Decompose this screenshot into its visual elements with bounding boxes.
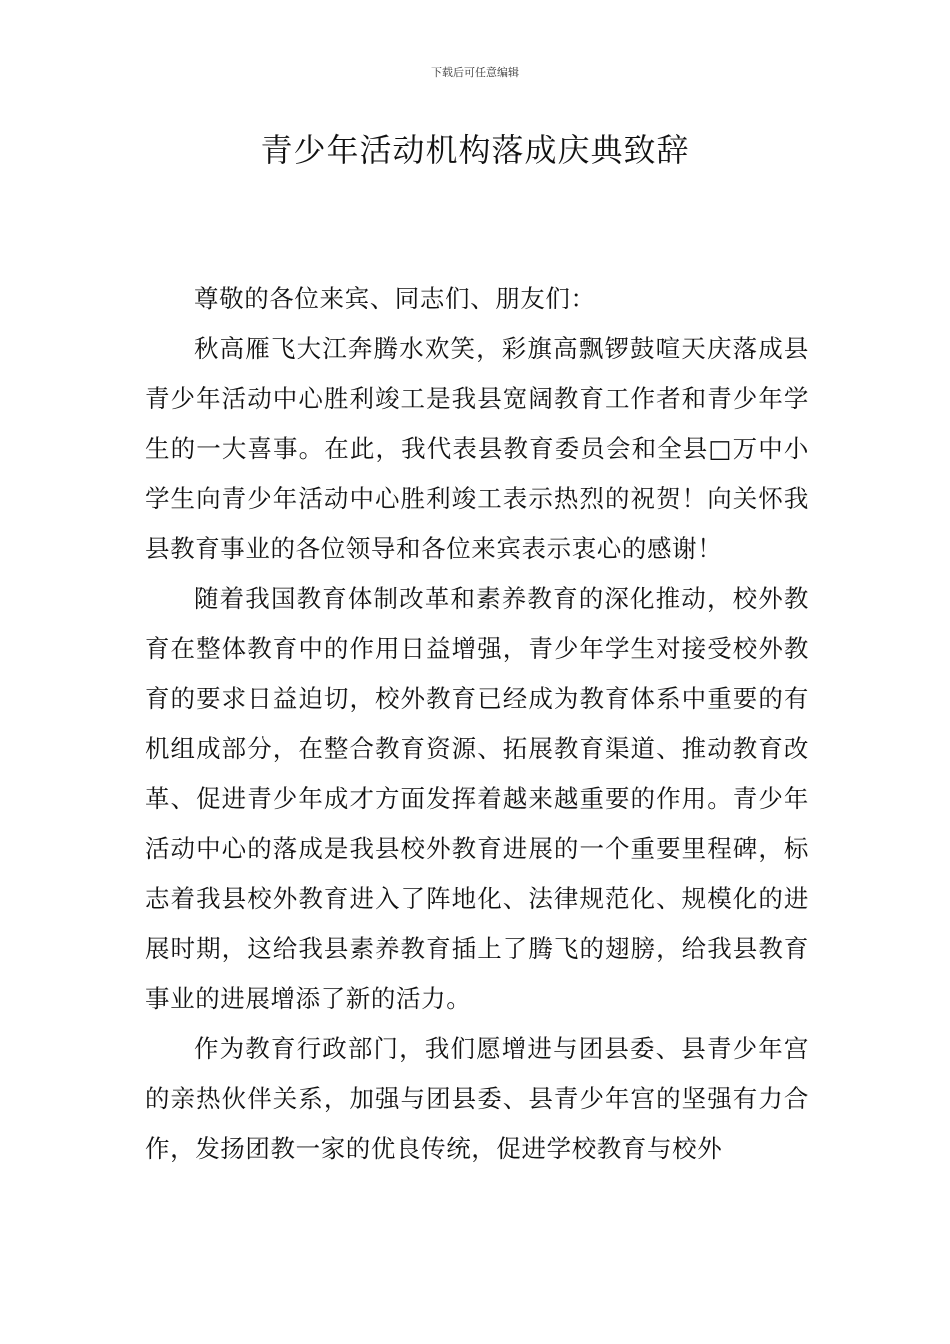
salutation-paragraph: 尊敬的各位来宾、同志们、朋友们：: [194, 284, 596, 313]
body-paragraph: 秋高雁飞大江奔腾水欢笑，彩旗高飘锣鼓喧天庆落成县青少年活动中心胜利竣工是我县宽阔教育工作者和青少年学生的一大喜事。在此，我代表县教育委员会和全县□万中小学生向青少年活动中心胜利竣工表示热烈的祝贺！向关怀我县教育事业的各位领导和各位来宾表示衷心的感谢！: [145, 334, 809, 563]
document-title: 青少年活动机构落成庆典致辞: [260, 131, 690, 169]
document-body: [145, 274, 809, 1174]
body-paragraph: 作为教育行政部门，我们愿增进与团县委、县青少年宫的亲热伙伴关系，加强与团县委、县青少年宫的坚强有力合作，发扬团教一家的优良传统，促进学校教育与校外: [145, 1034, 809, 1163]
body-paragraph: 随着我国教育体制改革和素养教育的深化推动，校外教育在整体教育中的作用日益增强，青少年学生对接受校外教育的要求日益迫切，校外教育已经成为教育体系中重要的有机组成部分，在整合教育资源、拓展教育渠道、推动教育改革、促进青少年成才方面发挥着越来越重要的作用。青少年活动中心的落成是我县校外教育进展的一个重要里程碑，标志着我县校外教育进入了阵地化、法律规范化、规模化的进展时期，这给我县素养教育插上了腾飞的翅膀，给我县教育事业的进展增添了新的活力。: [145, 584, 809, 1013]
header-note: 下载后可任意编辑: [431, 66, 519, 79]
